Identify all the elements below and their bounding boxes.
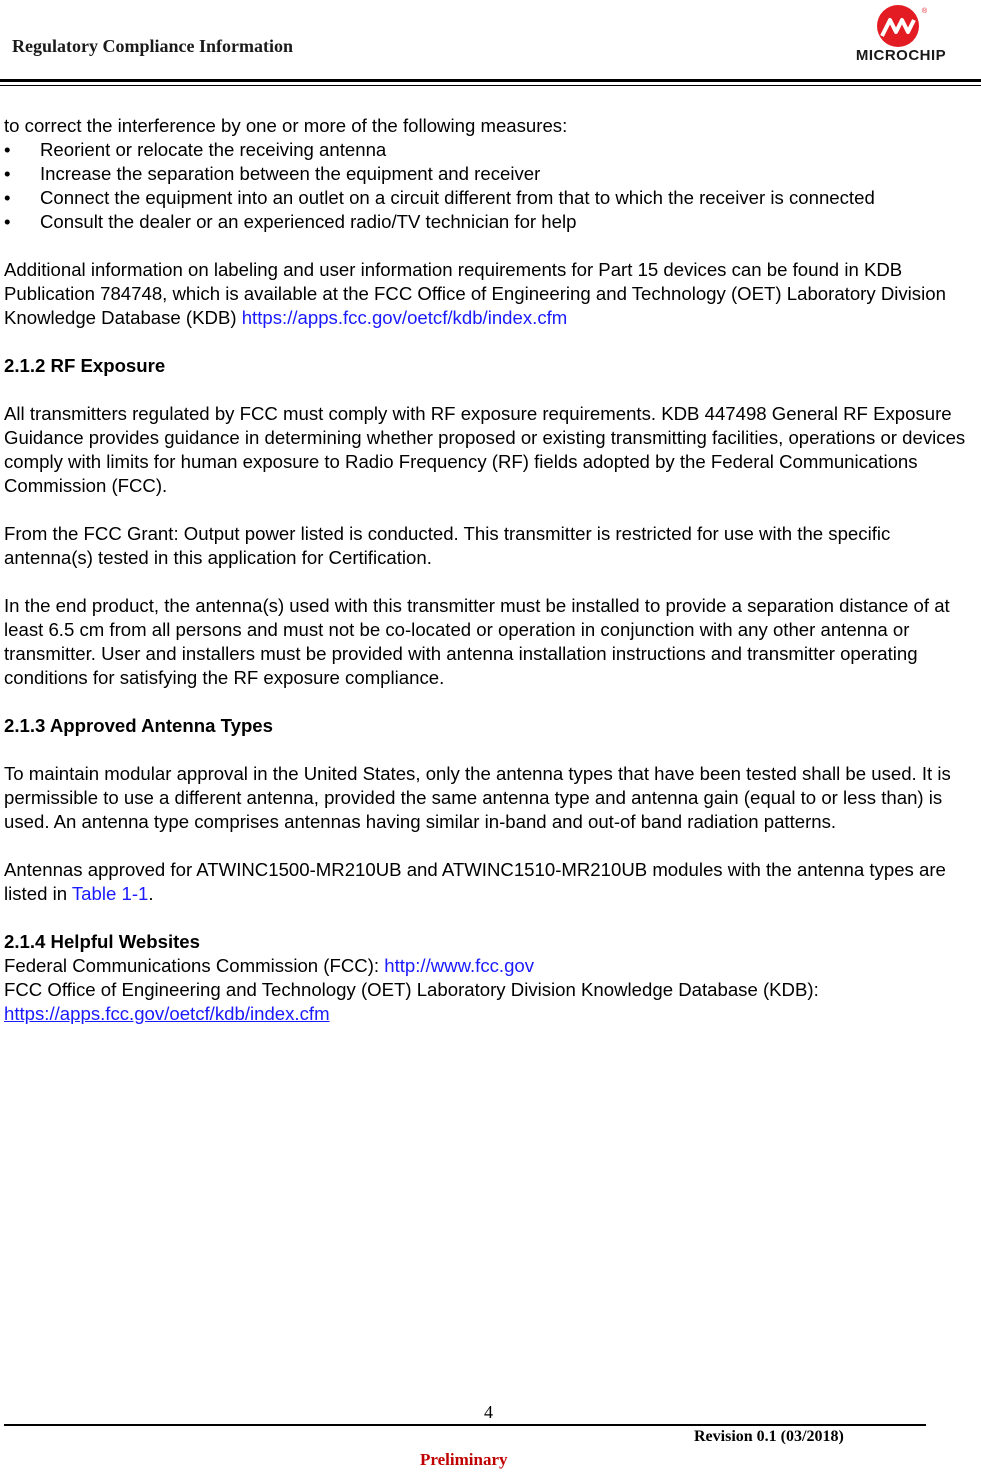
kdb-line: [4, 1002, 978, 1026]
bullet-icon: •: [4, 211, 11, 232]
rf-paragraph-1: All transmitters regulated by FCC must comply with RF exposure requirements. KDB 447498 General RF Exposure Guidance provides guidance in determining whether proposed or existing transmitting facilities, operations or devices comply with limits for human exposure to Radio Frequency (RF) fields adopted by the Federal Communications Commission (FCC).: [4, 403, 966, 496]
svg-text:®: ®: [922, 8, 928, 15]
section-heading-rf-exposure: 2.1.2 RF Exposure: [4, 355, 166, 376]
oet-line: FCC Office of Engineering and Technology (OET) Laboratory Division Knowledge Database (KDB):: [4, 979, 819, 1000]
page-number: 4: [484, 1402, 493, 1422]
footer-rule: [4, 1424, 926, 1426]
list-item: • Connect the equipment into an outlet on a circuit different from that to which the receiver is connected: [4, 187, 875, 208]
table-reference-link[interactable]: Table 1-1: [71, 883, 149, 904]
measures-list: [4, 138, 978, 234]
antenna-paragraph-1: To maintain modular approval in the United States, only the antenna types that have been tested shall be used. It is permissible to use a different antenna, provided the same antenna type and antenna gain (equal to or less than) is used. An antenna type comprises antennas having similar in-band and out-of band radiation patterns.: [4, 763, 951, 832]
kdb-paragraph: Additional information on labeling and user information requirements for Part 15 devices can be found in KDB Publication 784748, which is available at the FCC Office of Engineering and Technology (OET) Laboratory Division Knowledge Database (KDB) https://apps.fcc.gov/oetcf/kdb/index.cfm: [4, 259, 946, 328]
antenna-paragraph-2: Antennas approved for ATWINC1500-MR210UB and ATWINC1510-MR210UB modules with the antenna types are listed in Table 1-1.: [4, 859, 946, 904]
section-heading-helpful-websites: 2.1.4 Helpful Websites: [4, 931, 200, 952]
fcc-website-link[interactable]: http://www.fcc.gov: [384, 955, 535, 976]
list-item: • Reorient or relocate the receiving antenna: [4, 139, 387, 160]
microchip-logo: [836, 4, 966, 64]
header-title: Regulatory Compliance Information: [12, 36, 293, 56]
kdb-website-link[interactable]: https://apps.fcc.gov/oetcf/kdb/index.cfm: [4, 1003, 330, 1024]
header-rule: [0, 79, 981, 82]
list-item: • Consult the dealer or an experienced radio/TV technician for help: [4, 211, 577, 232]
preliminary-label: Preliminary: [420, 1450, 508, 1469]
revision-label: Revision 0.1 (03/2018): [694, 1428, 844, 1445]
intro-text: to correct the interference by one or more of the following measures:: [4, 115, 568, 136]
bullet-icon: •: [4, 139, 11, 160]
rf-paragraph-2: From the FCC Grant: Output power listed is conducted. This transmitter is restricted for use with the specific antenna(s) tested in this application for Certification.: [4, 523, 891, 568]
logo-wordmark: MICROCHIP: [855, 47, 947, 64]
rf-paragraph-3: In the end product, the antenna(s) used with this transmitter must be installed to provide a separation distance of at least 6.5 cm from all persons and must not be co-located or operation in conjunction with any other antenna or transmitter. User and installers must be provided with antenna installation instructions and transmitter operating conditions for satisfying the RF exposure compliance.: [4, 595, 950, 688]
section-heading-antenna-types: 2.1.3 Approved Antenna Types: [4, 715, 273, 736]
fcc-line: Federal Communications Commission (FCC): http://www.fcc.gov: [4, 955, 535, 976]
header-rule-thin: [0, 85, 981, 86]
page-content: [4, 114, 978, 1026]
bullet-icon: •: [4, 163, 11, 184]
list-item: • Increase the separation between the equipment and receiver: [4, 163, 541, 184]
bullet-icon: •: [4, 187, 11, 208]
kdb-link[interactable]: https://apps.fcc.gov/oetcf/kdb/index.cfm: [241, 307, 568, 328]
